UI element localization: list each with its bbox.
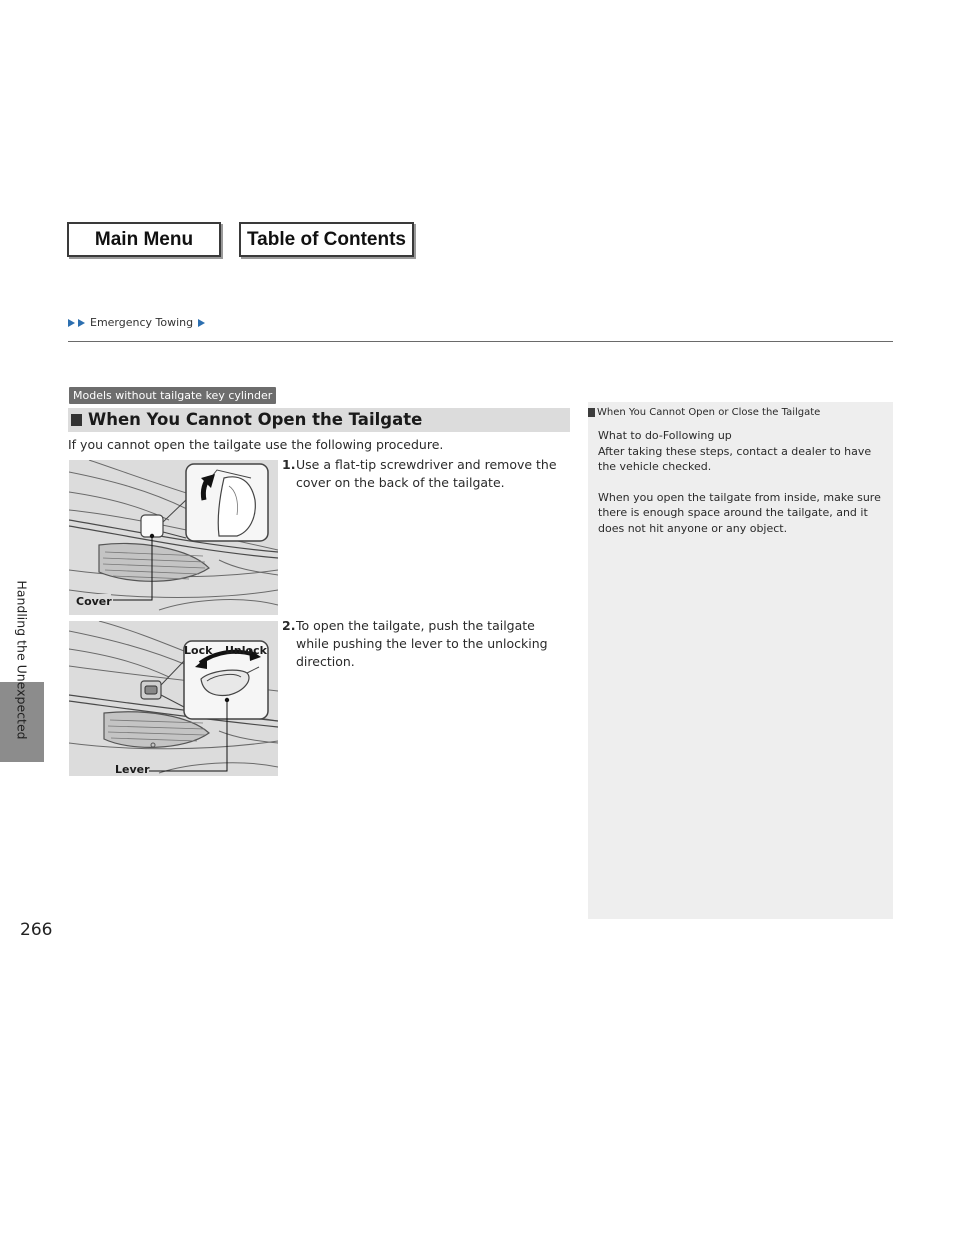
step-2-text: To open the tailgate, push the tailgate while pushing the lever to the unlocking direction. <box>296 618 548 669</box>
breadcrumb <box>68 316 205 329</box>
figure-label-lever: Lever <box>115 763 150 776</box>
figure-label-cover: Cover <box>76 595 112 608</box>
note-marker-icon <box>588 408 595 417</box>
breadcrumb-arrow-icon <box>68 319 75 327</box>
breadcrumb-arrow-icon <box>78 319 85 327</box>
page-number: 266 <box>20 920 53 940</box>
note-paragraph-2: When you open the tailgate from inside, make sure there is enough space around the tailgate, and it does not hit anyone or any object. <box>598 490 881 535</box>
note-title <box>588 407 820 418</box>
step-2 <box>282 617 571 671</box>
section-heading-text: When You Cannot Open the Tailgate <box>88 410 423 429</box>
figure-push-lever <box>69 621 278 776</box>
model-tag: Models without tailgate key cylinder <box>69 387 276 404</box>
step-1 <box>282 456 571 492</box>
section-heading <box>68 408 570 432</box>
note-title-text: When You Cannot Open or Close the Tailgate <box>597 407 821 418</box>
header-divider <box>68 341 893 342</box>
figure-label-unlock: Unlock <box>225 644 267 657</box>
figure-label-lock: Lock <box>184 644 213 657</box>
figure-remove-cover <box>69 460 278 615</box>
table-of-contents-button[interactable]: Table of Contents <box>239 222 414 257</box>
step-1-text: Use a flat-tip screwdriver and remove the cover on the back of the tailgate. <box>296 457 557 490</box>
step-2-number: 2. <box>282 618 296 633</box>
breadcrumb-link-emergency-towing[interactable]: Emergency Towing <box>90 316 194 329</box>
step-1-number: 1. <box>282 457 296 472</box>
main-menu-button[interactable]: Main Menu <box>67 222 221 257</box>
note-body <box>598 428 888 551</box>
note-paragraph-1: What to do-Following up After taking these steps, contact a dealer to have the vehicle checked. <box>598 429 872 473</box>
breadcrumb-arrow-icon <box>198 319 205 327</box>
square-bullet-icon <box>71 414 82 426</box>
intro-text: If you cannot open the tailgate use the following procedure. <box>68 437 444 452</box>
